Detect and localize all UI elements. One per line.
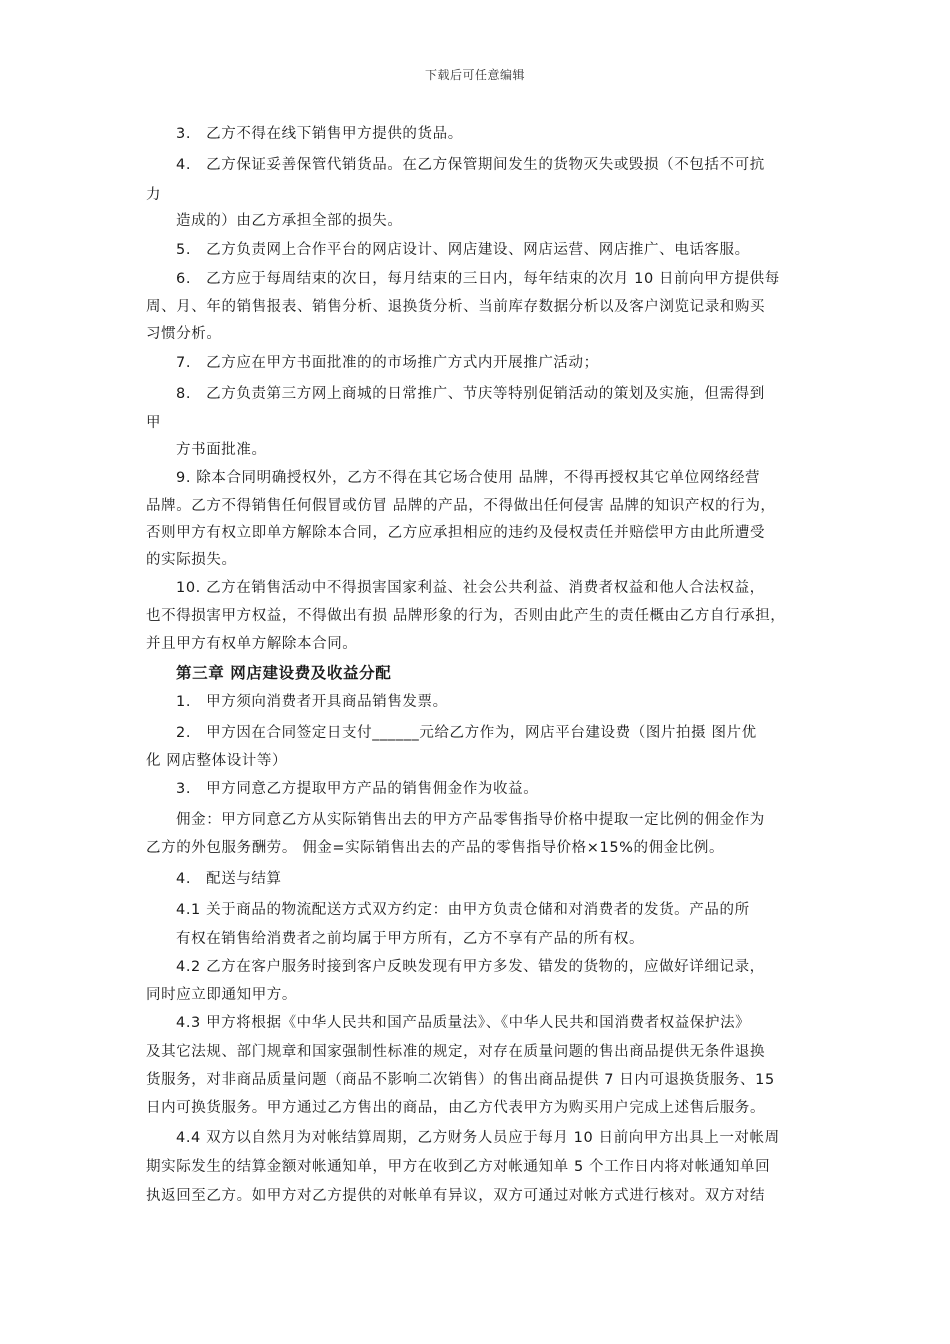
ch3-clause-3-line: 3. 甲方同意乙方提取甲方产品的销售佣金作为收益。: [176, 781, 539, 797]
clause-8-line: 甲: [146, 415, 162, 431]
clause-7-line: 7. 乙方应在甲方书面批准的的市场推广方式内开展推广活动；: [176, 355, 599, 371]
clause-4-3-line: 日内可换货服务。甲方通过乙方售出的商品，由乙方代表甲方为购买用户完成上述售后服务。: [146, 1100, 766, 1116]
ch3-clause-1-line: 1. 甲方须向消费者开具商品销售发票。: [176, 694, 448, 710]
ch3-clause-2-line: 化 网店整体设计等）: [146, 753, 288, 769]
clause-10-line: 并且甲方有权单方解除本合同。: [146, 636, 358, 652]
clause-4-1-line: 有权在销售给消费者之前均属于甲方所有，乙方不享有产品的所有权。: [176, 931, 645, 947]
clause-10-line: 10. 乙方在销售活动中不得损害国家利益、社会公共利益、消费者权益和他人合法权益，: [176, 580, 765, 596]
page-header-note: 下载后可任意编辑: [424, 68, 525, 82]
clause-4-3-line: 4.3 甲方将根据《中华人民共和国产品质量法》、《中华人民共和国消费者权益保护法》: [176, 1015, 751, 1031]
clause-9-line: 否则甲方有权立即单方解除本合同，乙方应承担相应的违约及侵权责任并赔偿甲方由此所遭受: [146, 525, 766, 541]
clause-6-line: 6. 乙方应于每周结束的次日，每月结束的三日内，每年结束的次月 10 日前向甲方提供每: [176, 271, 780, 287]
clause-8-line: 8. 乙方负责第三方网上商城的日常推广、节庆等特别促销活动的策划及实施，但需得到: [176, 386, 765, 402]
clause-8-line: 方书面批准。: [176, 442, 267, 458]
clause-10-line: 也不得损害甲方权益，不得做出有损 品牌形象的行为，否则由此产生的责任概由乙方自行承担，: [146, 608, 786, 624]
clause-3-line: 3. 乙方不得在线下销售甲方提供的货品。: [176, 126, 463, 142]
clause-4-line: 造成的）由乙方承担全部的损失。: [176, 213, 403, 229]
commission-line: 乙方的外包服务酬劳。 佣金=实际销售出去的产品的零售指导价格×15%的佣金比例。: [146, 840, 725, 856]
clause-4-2-line: 4.2 乙方在客户服务时接到客户反映发现有甲方多发、错发的货物的，应做好详细记录，: [176, 959, 765, 975]
clause-4-3-line: 及其它法规、部门规章和国家强制性标准的规定，对存在质量问题的售出商品提供无条件退换: [146, 1044, 766, 1060]
ch3-clause-2-line: 2. 甲方因在合同签定日支付______元给乙方作为，网店平台建设费（图片拍摄 图片优: [176, 725, 757, 741]
clause-6-line: 周、月、年的销售报表、销售分析、退换货分析、当前库存数据分析以及客户浏览记录和购买: [146, 299, 766, 315]
chapter-3-heading: 第三章 网店建设费及收益分配: [176, 664, 392, 682]
clause-9-line: 9. 除本合同明确授权外，乙方不得在其它场合使用 品牌，不得再授权其它单位网络经营: [176, 470, 761, 486]
clause-4-2-line: 同时应立即通知甲方。: [146, 987, 297, 1003]
commission-line: 佣金：甲方同意乙方从实际销售出去的甲方产品零售指导价格中提取一定比例的佣金作为: [176, 812, 765, 828]
clause-4-4-line: 4.4 双方以自然月为对帐结算周期，乙方财务人员应于每月 10 日前向甲方出具上一对帐周: [176, 1130, 780, 1146]
clause-5-line: 5. 乙方负责网上合作平台的网店设计、网店建设、网店运营、网店推广、电话客服。: [176, 242, 750, 258]
clause-4-line: 4. 乙方保证妥善保管代销货品。在乙方保管期间发生的货物灭失或毁损（不包括不可抗: [176, 157, 765, 173]
clause-4-1-line: 4.1 关于商品的物流配送方式双方约定：由甲方负责仓储和对消费者的发货。产品的所: [176, 902, 750, 918]
clause-4-4-line: 执返回至乙方。如甲方对乙方提供的对帐单有异议，双方可通过对帐方式进行核对。双方对结: [146, 1188, 766, 1204]
clause-9-line: 品牌。乙方不得销售任何假冒或仿冒 品牌的产品，不得做出任何侵害 品牌的知识产权的行为，: [146, 498, 776, 514]
ch3-clause-4-line: 4. 配送与结算: [176, 871, 282, 887]
clause-4-3-line: 货服务，对非商品质量问题（商品不影响二次销售）的售出商品提供 7 日内可退换货服务、15: [146, 1072, 775, 1088]
clause-4-4-line: 期实际发生的结算金额对帐通知单，甲方在收到乙方对帐通知单 5 个工作日内将对帐通知单回: [146, 1159, 771, 1175]
clause-9-line: 的实际损失。: [146, 552, 237, 568]
clause-6-line: 习惯分析。: [146, 326, 222, 342]
clause-4-line: 力: [146, 187, 162, 203]
